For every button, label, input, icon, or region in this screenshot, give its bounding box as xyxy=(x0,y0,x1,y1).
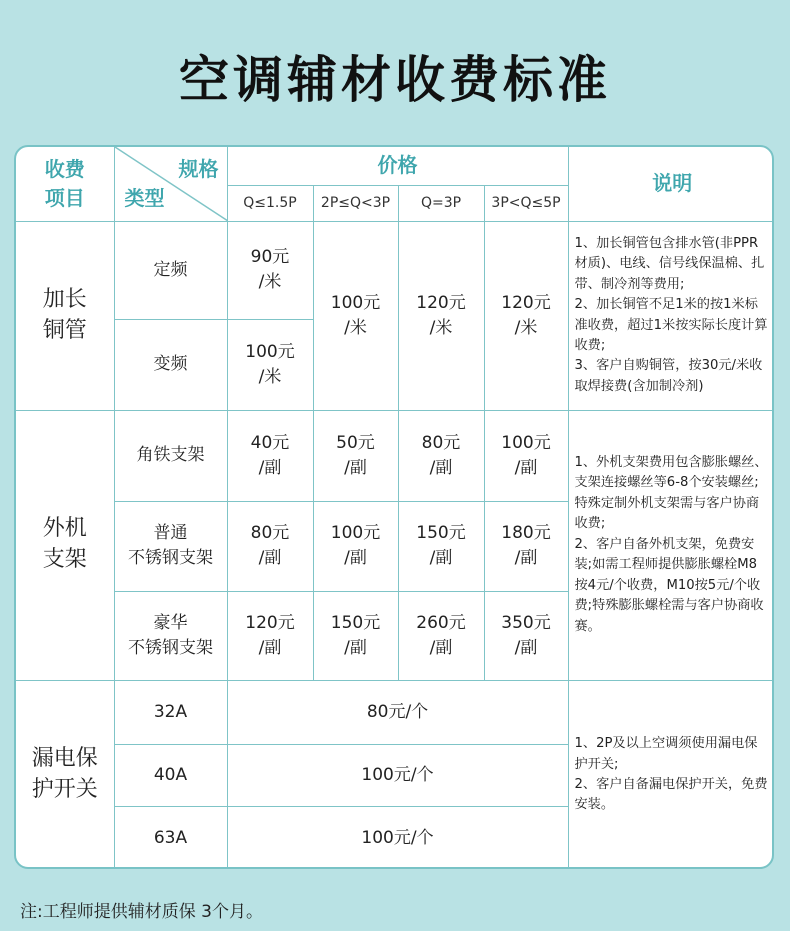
note-copper: 1、加长铜管包含排水管(非PPR材质)、电线、信号线保温棉、扎带、制冷剂等费用; 2、加长铜管不足1米的按1米标准收费，超过1米按实际长度计算收费; 3、客户自购铜管，按30元/米收取焊接费(含加制冷剂) xyxy=(568,221,774,410)
price-cell: 180元 /副 xyxy=(484,501,568,591)
type-fixed: 定频 xyxy=(114,221,227,319)
table-row xyxy=(16,680,774,744)
price-cell: 100元/个 xyxy=(227,806,568,869)
category-breaker: 漏电保 护开关 xyxy=(16,680,114,869)
price-col-1: Q≤1.5P xyxy=(227,185,313,221)
price-cell: 260元 /副 xyxy=(398,591,484,680)
category-bracket: 外机 支架 xyxy=(16,410,114,680)
type-steel: 普通 不锈钢支架 xyxy=(114,501,227,591)
price-cell: 120元 /米 xyxy=(484,221,568,410)
price-cell: 100元 /副 xyxy=(313,501,398,591)
price-col-4: 3P<Q≤5P xyxy=(484,185,568,221)
note-breaker: 1、2P及以上空调须使用漏电保护开关; 2、客户自备漏电保护开关，免费安装。 xyxy=(568,680,774,869)
type-40a: 40A xyxy=(114,744,227,806)
price-cell: 80元 /副 xyxy=(227,501,313,591)
header-spec-type xyxy=(114,147,227,221)
price-cell: 50元 /副 xyxy=(313,410,398,501)
price-cell: 90元 /米 xyxy=(227,221,313,319)
price-cell: 150元 /副 xyxy=(313,591,398,680)
price-cell: 80元 /副 xyxy=(398,410,484,501)
header-spec: 规格 xyxy=(178,157,219,181)
table-row xyxy=(16,410,774,501)
header-item: 收费 项目 xyxy=(16,147,114,221)
header-type: 类型 xyxy=(124,185,165,210)
price-col-2: 2P≤Q<3P xyxy=(313,185,398,221)
header-note: 说明 xyxy=(568,147,774,221)
type-luxury-steel: 豪华 不锈钢支架 xyxy=(114,591,227,680)
price-cell: 80元/个 xyxy=(227,680,568,744)
price-cell: 100元 /副 xyxy=(484,410,568,501)
category-copper: 加长 铜管 xyxy=(16,221,114,410)
header-price: 价格 xyxy=(227,147,568,185)
fee-table xyxy=(14,145,774,869)
type-32a: 32A xyxy=(114,680,227,744)
page-title: 空调辅材收费标准 xyxy=(179,51,611,109)
price-col-3: Q=3P xyxy=(398,185,484,221)
price-cell: 40元 /副 xyxy=(227,410,313,501)
table-row xyxy=(16,221,774,319)
price-cell: 120元 /米 xyxy=(398,221,484,410)
type-angle-iron: 角铁支架 xyxy=(114,410,227,501)
price-cell: 100元/个 xyxy=(227,744,568,806)
footer-note: 注:工程师提供辅材质保 3个月。 xyxy=(20,902,263,922)
price-cell: 350元 /副 xyxy=(484,591,568,680)
type-inverter: 变频 xyxy=(114,319,227,410)
price-cell: 120元 /副 xyxy=(227,591,313,680)
note-bracket: 1、外机支架费用包含膨胀螺丝、支架连接螺丝等6-8个安装螺丝;特殊定制外机支架需与客户协商收费; 2、客户自备外机支架，免费安装;如需工程师提供膨胀螺栓M8按4元/个收费，M10按5元/个收费;特殊膨胀螺栓需与客户协商收赛。 xyxy=(568,410,774,680)
price-cell: 100元 /米 xyxy=(227,319,313,410)
price-cell: 100元 /米 xyxy=(313,221,398,410)
type-63a: 63A xyxy=(114,806,227,869)
price-cell: 150元 /副 xyxy=(398,501,484,591)
